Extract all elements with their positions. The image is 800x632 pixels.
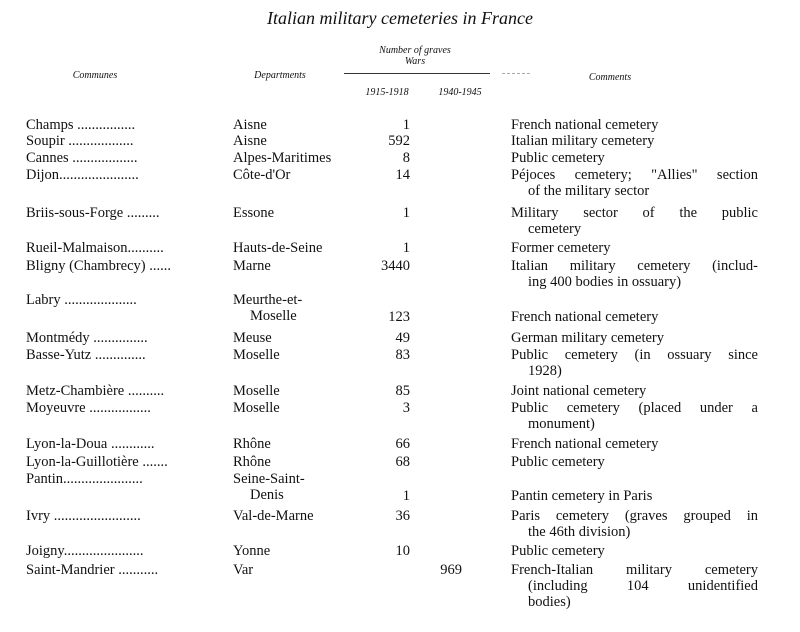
header-dash-rule	[502, 73, 530, 74]
comment-line: bodies)	[528, 594, 571, 610]
comment-line: cemetery	[528, 221, 582, 237]
commune-cell: Lyon-la-Doua ............	[26, 436, 155, 452]
department-line: Aisne	[233, 117, 267, 133]
comment-cell	[511, 330, 758, 346]
comment-line: Paris cemetery (graves grouped in	[511, 508, 758, 524]
department-cell	[233, 543, 351, 559]
comment-line: Pantin cemetery in Paris	[511, 487, 653, 504]
commune-cell: Joigny......................	[26, 543, 144, 559]
department-line: Var	[233, 562, 254, 578]
comment-cell	[511, 150, 758, 166]
comment-cell	[511, 258, 758, 290]
department-cell	[233, 347, 351, 363]
department-line: Meuse	[233, 330, 272, 346]
department-cell	[233, 167, 351, 183]
department-cell	[233, 150, 351, 166]
comment-line: French national cemetery	[511, 436, 659, 452]
department-cell	[233, 240, 351, 256]
commune-cell: Moyeuvre .................	[26, 400, 151, 416]
department-line: Yonne	[233, 543, 271, 559]
department-line: Côte-d'Or	[233, 167, 291, 183]
department-line: Essone	[233, 205, 275, 221]
commune-cell: Basse-Yutz ..............	[26, 347, 146, 363]
department-line: Meurthe-et-	[233, 292, 303, 308]
department-line: Rhône	[233, 454, 271, 470]
comment-line: Public cemetery	[511, 150, 605, 166]
department-line: Rhône	[233, 436, 271, 452]
comment-line: Former cemetery	[511, 240, 611, 256]
department-line: Seine-Saint-	[233, 471, 305, 487]
header-departments: Departments	[254, 70, 306, 81]
comment-line: ing 400 bodies in ossuary)	[528, 274, 682, 290]
graves-1915-1918-cell: 14	[395, 167, 410, 183]
department-cell	[233, 292, 351, 324]
commune-cell: Ivry ........................	[26, 508, 141, 524]
comment-line: the 46th division)	[528, 524, 631, 540]
header-war-1915-1918: 1915-1918	[365, 87, 409, 98]
comment-cell	[511, 347, 758, 379]
comment-cell	[511, 240, 758, 256]
comment-cell	[511, 383, 758, 399]
department-cell	[233, 258, 351, 274]
comment-line: Italian military cemetery (includ-	[511, 258, 758, 274]
comment-cell	[511, 400, 758, 432]
comment-line: Péjoces cemetery; "Allies" section	[511, 167, 758, 183]
comment-line: French national cemetery	[511, 308, 659, 325]
commune-cell: Lyon-la-Guillotière .......	[26, 454, 168, 470]
comment-line: Italian military cemetery	[511, 133, 655, 149]
graves-1915-1918-cell: 1	[402, 487, 410, 504]
commune-cell: Saint-Mandrier ...........	[26, 562, 159, 578]
comment-cell	[511, 117, 758, 133]
department-line: Val-de-Marne	[233, 508, 314, 524]
graves-1915-1918-cell: 1	[402, 117, 410, 133]
graves-1915-1918-cell: 1	[402, 205, 410, 221]
comment-cell	[511, 205, 758, 237]
page-title: Italian military cemeteries in France	[267, 8, 533, 28]
commune-cell: Soupir ..................	[26, 133, 134, 149]
comment-line: Public cemetery	[511, 454, 605, 470]
graves-1915-1918-cell: 592	[388, 133, 410, 149]
department-line: Moselle	[233, 347, 280, 363]
comment-line: of the military sector	[528, 183, 650, 199]
comment-line: 1928)	[528, 363, 562, 379]
header-comments: Comments	[588, 72, 632, 83]
commune-cell: Pantin......................	[26, 471, 143, 487]
department-line: Moselle	[233, 383, 280, 399]
header-war-1940-1945: 1940-1945	[438, 87, 482, 98]
header-number-of-graves	[345, 45, 485, 67]
department-line: Aisne	[233, 133, 267, 149]
department-cell	[233, 133, 351, 149]
department-line: Moselle	[250, 308, 297, 324]
graves-1915-1918-cell: 66	[395, 436, 410, 452]
comment-cell	[511, 488, 758, 504]
commune-cell: Cannes ..................	[26, 150, 138, 166]
commune-cell: Rueil-Malmaison..........	[26, 240, 164, 256]
graves-1915-1918-cell: 8	[402, 150, 410, 166]
comment-cell	[511, 562, 758, 610]
department-line: Alpes-Maritimes	[233, 150, 332, 166]
comment-line: Public cemetery	[511, 543, 605, 559]
comment-cell	[511, 543, 758, 559]
department-line: Moselle	[233, 400, 280, 416]
commune-cell: Briis-sous-Forge .........	[26, 205, 160, 221]
comment-cell	[511, 508, 758, 540]
department-line: Hauts-de-Seine	[233, 240, 323, 256]
commune-cell: Montmédy ...............	[26, 330, 148, 346]
department-cell	[233, 400, 351, 416]
header-graves-line2: Wars	[404, 56, 426, 67]
graves-1915-1918-cell: 68	[395, 454, 410, 470]
graves-1915-1918-cell: 3440	[381, 258, 410, 274]
header-communes: Communes	[72, 70, 118, 81]
comment-cell	[511, 436, 758, 452]
graves-1915-1918-cell: 3	[402, 400, 410, 416]
department-cell	[233, 383, 351, 399]
comment-line: German military cemetery	[511, 330, 664, 346]
commune-cell: Labry ....................	[26, 292, 137, 308]
comment-line: Military sector of the public	[511, 205, 758, 221]
department-cell	[233, 471, 351, 503]
department-cell	[233, 454, 351, 470]
comment-cell	[511, 133, 758, 149]
department-cell	[233, 562, 351, 578]
comment-line: French national cemetery	[511, 117, 659, 133]
graves-1915-1918-cell: 49	[395, 330, 410, 346]
graves-1915-1918-cell: 1	[402, 240, 410, 256]
comment-cell	[511, 167, 758, 199]
comment-line: French-Italian military cemetery	[511, 562, 758, 578]
graves-1915-1918-cell: 36	[395, 508, 410, 524]
department-cell	[233, 117, 351, 133]
comment-line: (including 104 unidentified	[528, 578, 758, 594]
commune-cell: Bligny (Chambrecy) ......	[26, 258, 171, 274]
header-graves-line1: Number of graves	[379, 45, 451, 56]
commune-cell: Dijon......................	[26, 167, 139, 183]
department-cell	[233, 436, 351, 452]
graves-1915-1918-cell: 83	[395, 347, 410, 363]
comment-line: Public cemetery (in ossuary since	[511, 347, 758, 363]
commune-cell: Champs ................	[26, 117, 136, 133]
graves-1915-1918-cell: 123	[388, 308, 410, 325]
comment-cell	[511, 309, 758, 325]
commune-cell: Metz-Chambière ..........	[26, 383, 165, 399]
comment-line: monument)	[528, 416, 595, 432]
department-cell	[233, 205, 351, 221]
comment-line: Joint national cemetery	[511, 383, 647, 399]
department-cell	[233, 330, 351, 346]
graves-1940-1945-cell: 969	[440, 562, 462, 578]
graves-1915-1918-cell: 85	[395, 383, 410, 399]
header-rule	[344, 73, 490, 74]
department-line: Marne	[233, 258, 271, 274]
comment-line: Public cemetery (placed under a	[511, 400, 758, 416]
department-cell	[233, 508, 351, 524]
graves-1915-1918-cell: 10	[395, 543, 410, 559]
comment-cell	[511, 454, 758, 470]
department-line: Denis	[250, 487, 284, 503]
